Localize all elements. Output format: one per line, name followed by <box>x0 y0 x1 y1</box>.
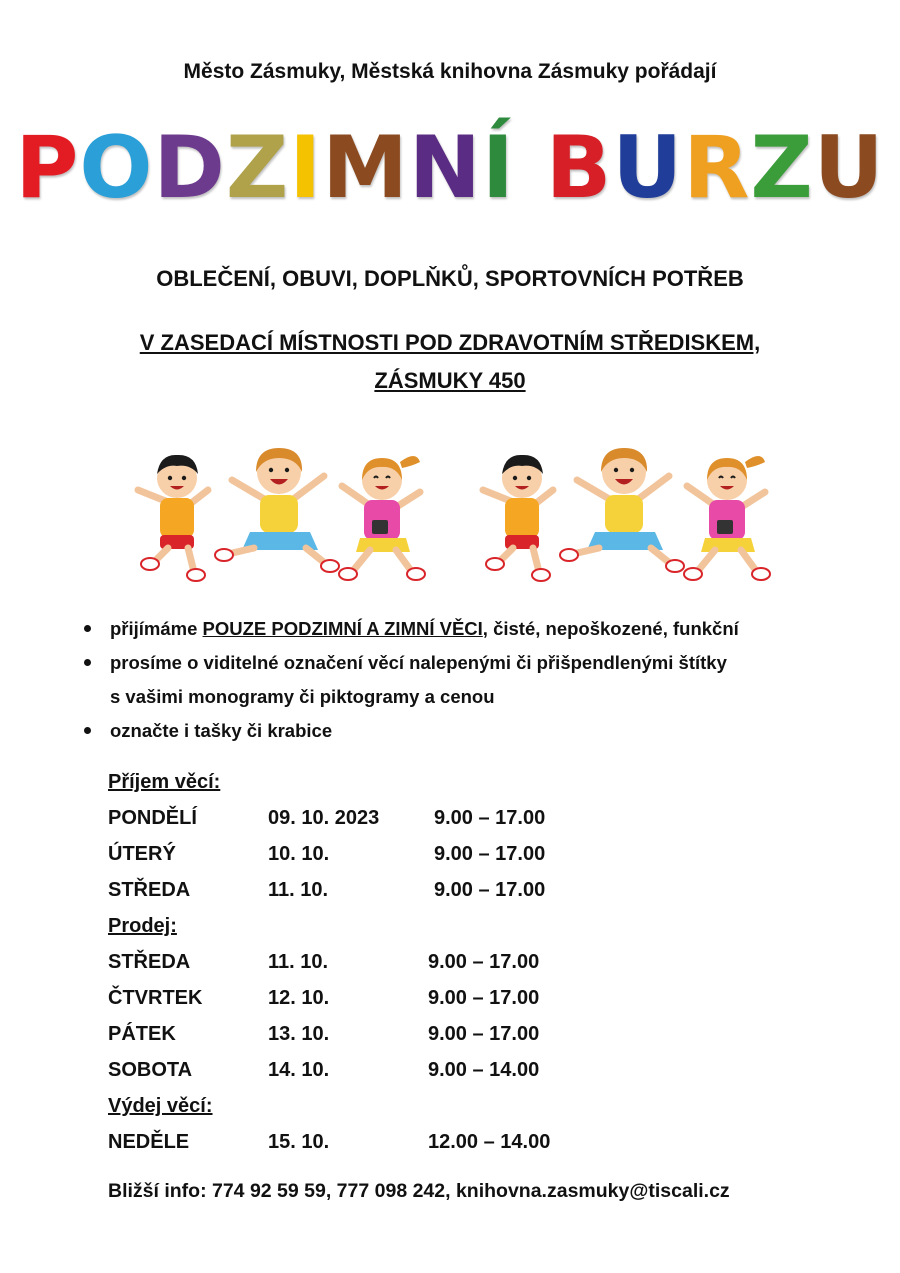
title-letter: U <box>612 118 684 218</box>
schedule-row <box>108 1016 708 1052</box>
title-letter <box>515 118 546 218</box>
list-item-text: , čisté, nepoškozené, funkční <box>482 618 739 639</box>
section-heading-return: Výdej věcí: <box>108 1095 213 1117</box>
title-letter: R <box>683 118 751 218</box>
list-item-continuation: s vašimi monogramy či piktogramy a cenou <box>110 686 495 707</box>
day: ÚTERÝ <box>108 843 176 865</box>
list-item-emphasis: POUZE PODZIMNÍ A ZIMNÍ VĚCI <box>202 618 483 639</box>
schedule-row <box>108 800 708 836</box>
title-letter: Í <box>481 118 515 218</box>
schedule-row <box>108 1124 708 1160</box>
date: 09. 10. 2023 <box>268 807 380 829</box>
jumping-kids-illustration <box>120 440 780 590</box>
kids-group-left <box>138 448 425 581</box>
title-letter: U <box>813 118 885 218</box>
date: 13. 10. <box>268 1023 330 1045</box>
list-item: prosíme o viditelné označení věcí nalepenými či přišpendlenými štítky <box>82 646 882 680</box>
venue-address <box>0 324 900 400</box>
time: 9.00 – 14.00 <box>428 1059 540 1081</box>
contact-info: Bližší info: 774 92 59 59, 777 098 242, knihovna.zasmuky@tiscali.cz <box>108 1180 730 1202</box>
schedule-row <box>108 836 708 872</box>
title-letter: Z <box>225 118 290 218</box>
time: 9.00 – 17.00 <box>434 879 546 901</box>
venue-line-2: ZÁSMUKY 450 <box>374 368 526 393</box>
date: 11. 10. <box>268 879 329 901</box>
title-letter: I <box>289 118 323 218</box>
title-letter: B <box>545 118 613 218</box>
time: 9.00 – 17.00 <box>434 807 546 829</box>
section-heading-sale: Prodej: <box>108 915 177 937</box>
time: 9.00 – 17.00 <box>428 1023 540 1045</box>
schedule <box>108 764 708 1160</box>
title-letter: D <box>153 118 226 218</box>
poster-title <box>0 118 900 218</box>
organizer-line: Město Zásmuky, Městská knihovna Zásmuky pořádají <box>183 60 717 83</box>
title-letter: N <box>408 118 482 218</box>
day: PONDĚLÍ <box>108 807 197 829</box>
day: NEDĚLE <box>108 1131 190 1153</box>
date: 11. 10. <box>268 951 329 973</box>
day: PÁTEK <box>108 1023 176 1045</box>
schedule-row <box>108 872 708 908</box>
day: STŘEDA <box>108 879 191 901</box>
section-heading-receive: Příjem věcí: <box>108 771 221 793</box>
time: 9.00 – 17.00 <box>434 843 546 865</box>
time: 9.00 – 17.00 <box>428 951 540 973</box>
girl-figure-pink <box>339 456 425 580</box>
list-item-text: přijímáme <box>110 618 203 639</box>
day: STŘEDA <box>108 951 191 973</box>
time: 9.00 – 17.00 <box>428 987 540 1009</box>
time: 12.00 – 14.00 <box>428 1131 551 1153</box>
date: 15. 10. <box>268 1131 330 1153</box>
list-item <box>82 612 882 646</box>
title-letter: O <box>79 118 154 218</box>
rules-list <box>82 612 882 748</box>
date: 14. 10. <box>268 1059 330 1081</box>
schedule-row <box>108 1052 708 1088</box>
schedule-row <box>108 944 708 980</box>
title-letter: M <box>322 118 409 218</box>
list-item: označte i tašky či krabice <box>82 714 882 748</box>
day: ČTVRTEK <box>108 987 203 1009</box>
kids-group-right <box>483 448 770 581</box>
schedule-row <box>108 980 708 1016</box>
title-letter: Z <box>750 118 814 218</box>
title-letter: P <box>15 118 80 218</box>
venue-line-1: V ZASEDACÍ MÍSTNOSTI POD ZDRAVOTNÍM STŘEDISKEM, <box>139 330 761 355</box>
girl-figure-blue <box>215 448 339 572</box>
items-subtitle: OBLEČENÍ, OBUVI, DOPLŇKŮ, SPORTOVNÍCH POTŘEB <box>156 266 744 291</box>
day: SOBOTA <box>108 1059 193 1081</box>
date: 12. 10. <box>268 987 330 1009</box>
date: 10. 10. <box>268 843 330 865</box>
boy-figure <box>138 455 208 581</box>
